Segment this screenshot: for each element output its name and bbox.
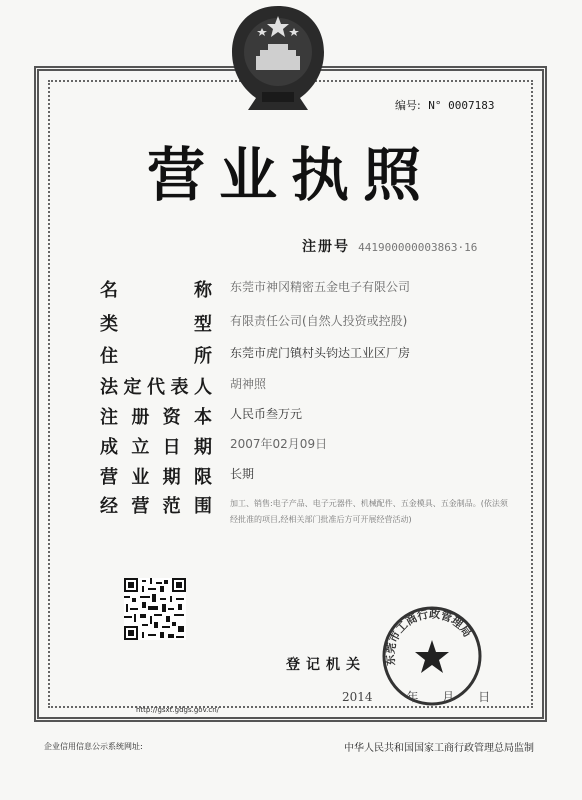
field-registered-capital	[100, 403, 540, 429]
registration-value: 441900000003863·16	[358, 241, 478, 254]
label-char: 经	[100, 496, 118, 517]
label-char: 人	[194, 377, 212, 398]
footer-issuer: 中华人民共和国国家工商行政管理总局监制	[344, 743, 534, 754]
label-char: 期	[162, 467, 181, 488]
label-char: 册	[131, 407, 150, 428]
document-title: 营业执照	[146, 141, 435, 209]
issue-month-suffix: 月	[442, 690, 455, 704]
label-char: 围	[193, 496, 212, 517]
field-label	[100, 310, 212, 336]
label-char: 限	[193, 467, 212, 488]
label-char: 类	[100, 314, 118, 335]
field-value: 胡神照	[230, 377, 267, 391]
national-emblem-icon	[226, 2, 330, 114]
field-label	[100, 342, 212, 368]
field-value: 2007年02月09日	[230, 437, 328, 451]
label-char: 住	[100, 346, 118, 367]
field-value: 有限责任公司(自然人投资或控股)	[230, 314, 408, 328]
issue-year: 2014	[342, 690, 373, 704]
label-char: 型	[194, 314, 212, 335]
label-char: 成	[100, 437, 118, 458]
label-char: 日	[162, 437, 181, 458]
seal-text: 东莞市工商行政管理局	[383, 607, 474, 667]
serial-label: 编号:	[395, 99, 421, 112]
registration-number	[302, 236, 477, 256]
label-char: 营	[100, 467, 118, 488]
certificate-serial	[395, 97, 494, 113]
issue-date	[342, 688, 490, 705]
field-value: 东莞市虎门镇村头钧达工业区厂房	[230, 346, 411, 360]
field-value: 长期	[230, 467, 255, 481]
field-label	[100, 463, 212, 489]
registration-label: 注册号	[302, 239, 350, 255]
field-type	[100, 310, 540, 336]
serial-number: N° 0007183	[428, 99, 495, 112]
field-label	[100, 433, 212, 459]
label-char: 定	[123, 377, 142, 398]
field-label	[100, 373, 212, 399]
field-value: 加工、销售:电子产品、电子元器件、机械配件、五金模具、五金制品。(依法须经批准的项目,经相关部门批准后方可开展经营活动)	[230, 499, 508, 524]
label-char: 代	[147, 377, 165, 398]
label-char: 注	[100, 407, 118, 428]
field-label	[100, 492, 212, 518]
field-name	[100, 276, 540, 302]
label-char: 表	[170, 377, 189, 398]
field-value: 人民币叁万元	[230, 407, 303, 421]
label-char: 范	[162, 496, 181, 517]
field-established-date	[100, 433, 540, 459]
registration-authority: 登记机关	[286, 657, 366, 673]
field-business-scope	[100, 492, 540, 542]
label-char: 立	[131, 437, 150, 458]
label-char: 业	[131, 467, 150, 488]
field-label	[100, 276, 212, 302]
qr-url-text: http://gsxt.gdgs.gov.cn/	[136, 706, 220, 714]
field-business-term	[100, 463, 540, 489]
label-char: 本	[193, 407, 212, 428]
label-char: 营	[131, 496, 150, 517]
label-char: 称	[194, 280, 212, 301]
field-address	[100, 342, 540, 368]
seal-star-icon	[415, 640, 449, 673]
label-char: 法	[100, 377, 118, 398]
field-legal-representative	[100, 373, 540, 399]
label-char: 期	[193, 437, 212, 458]
issue-day-suffix: 日	[478, 690, 491, 704]
label-char: 名	[100, 280, 118, 301]
qr-code-icon	[124, 578, 186, 640]
footer-website-label: 企业信用信息公示系统网址:	[44, 742, 143, 751]
label-char: 资	[162, 407, 181, 428]
field-value: 东莞市神冈精密五金电子有限公司	[230, 280, 411, 294]
label-char: 所	[194, 346, 212, 367]
field-label	[100, 403, 212, 429]
issue-year-suffix: 年	[406, 690, 419, 704]
